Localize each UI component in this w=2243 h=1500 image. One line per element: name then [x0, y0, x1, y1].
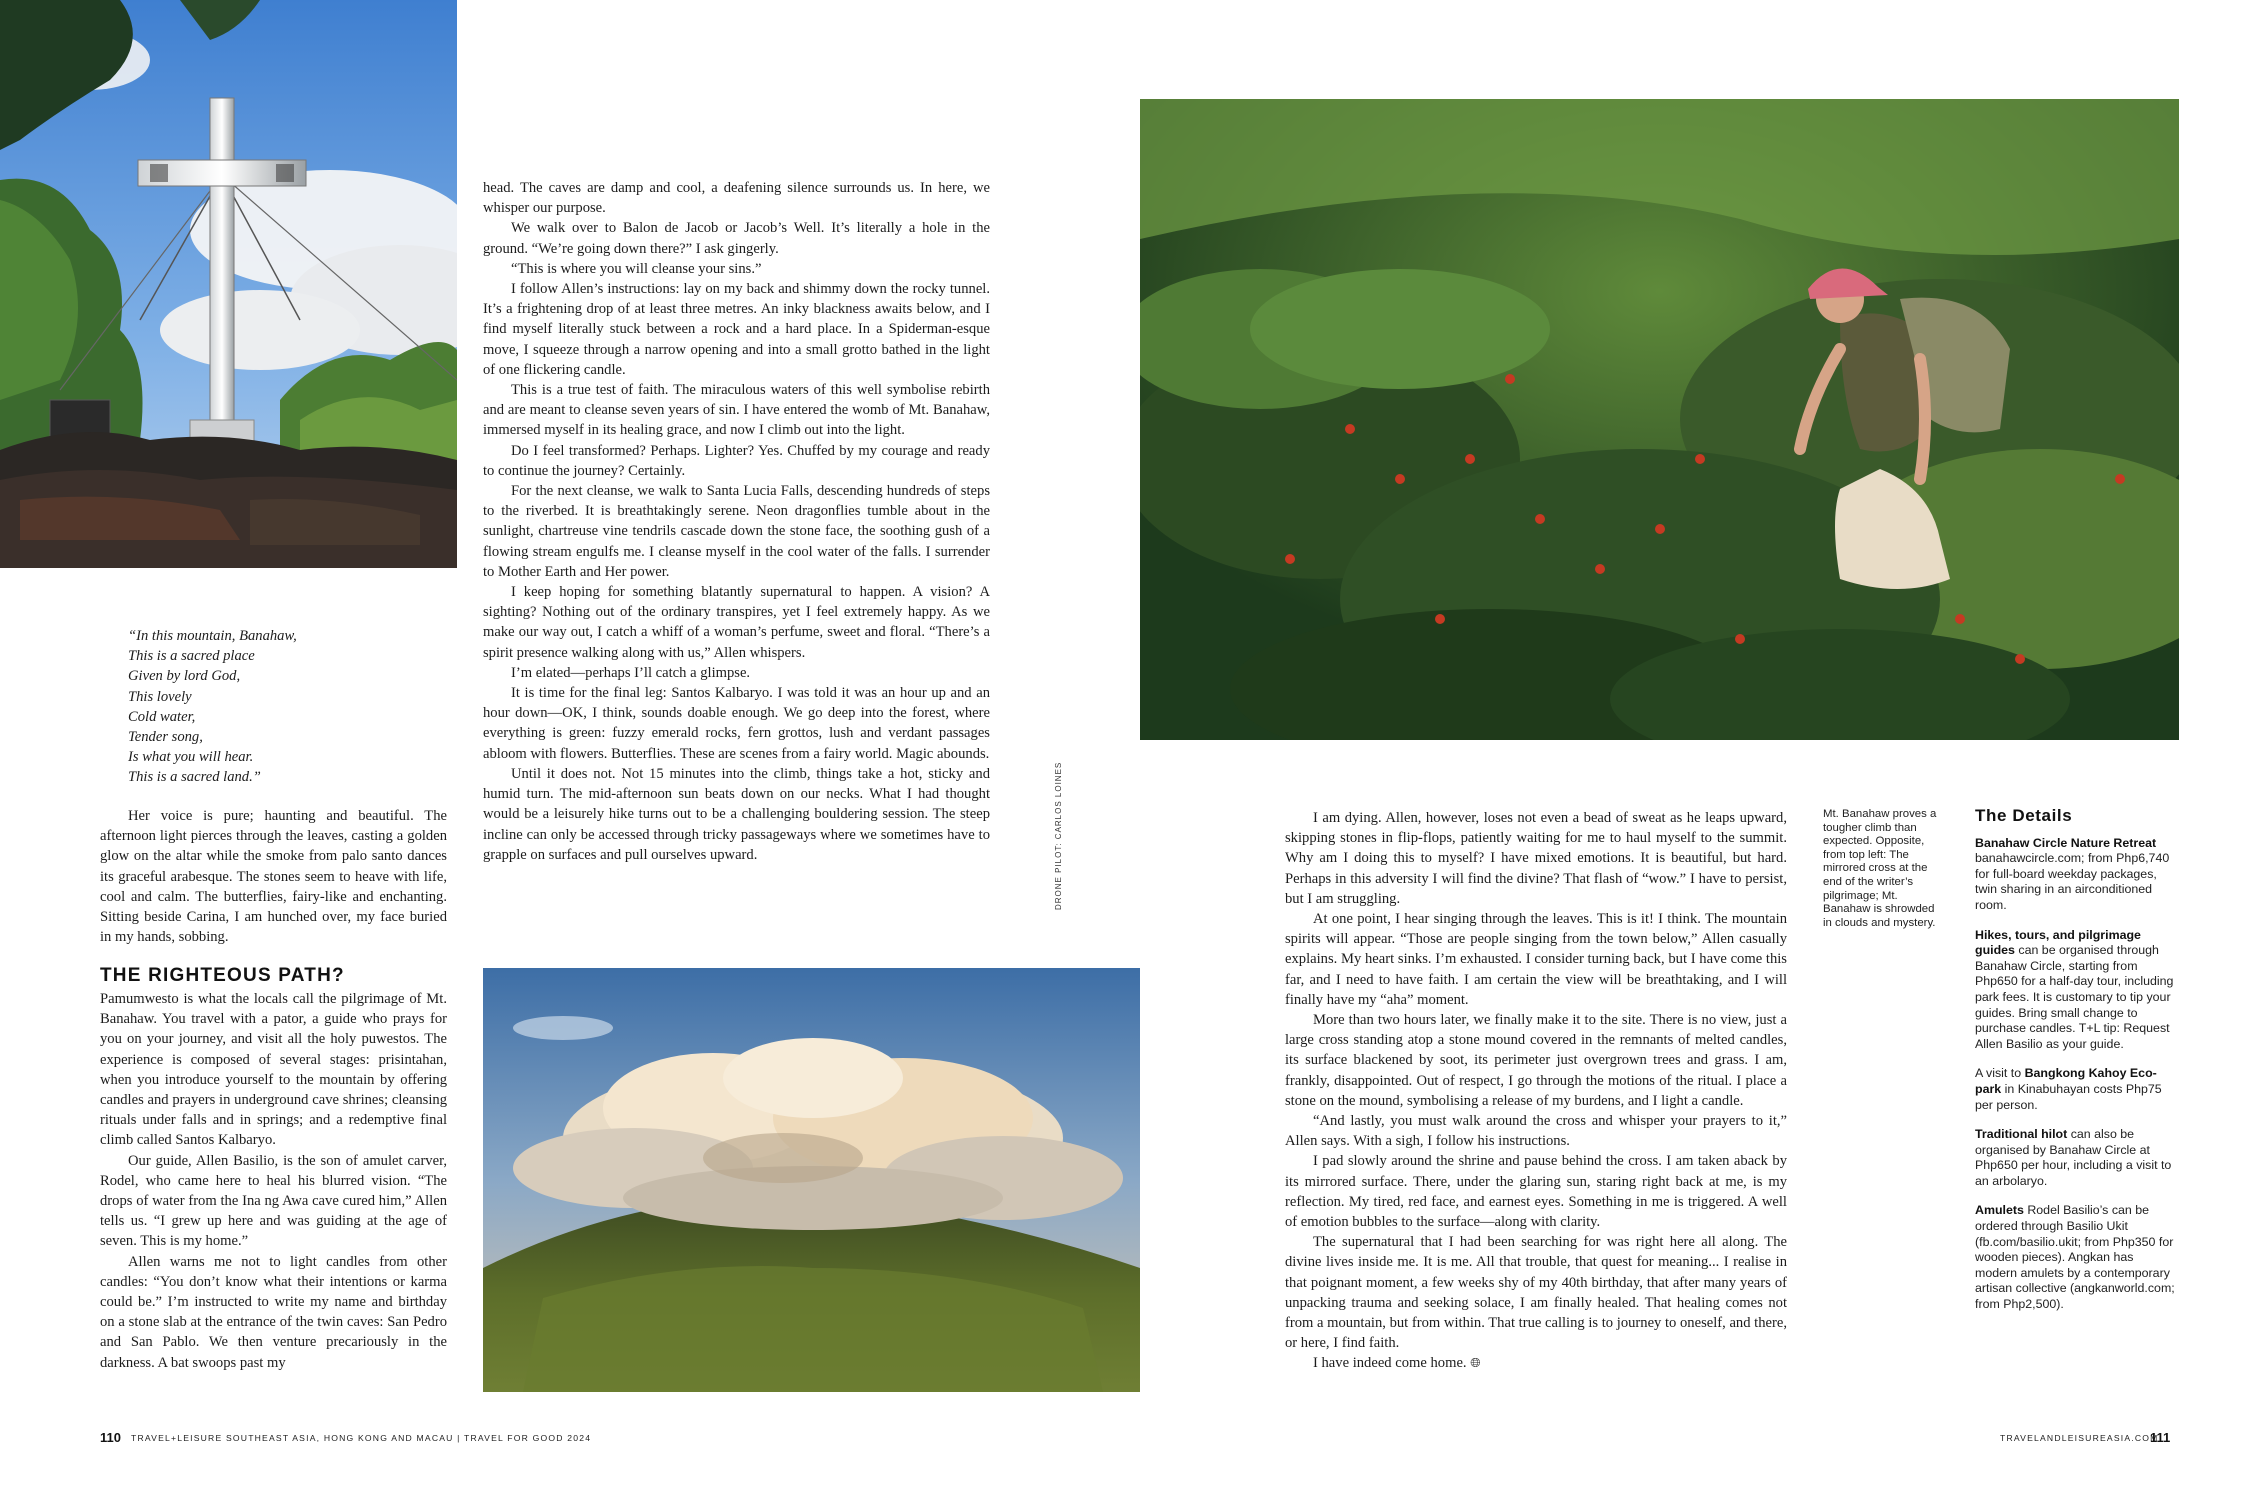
entry-label: Amulets	[1975, 1203, 2024, 1218]
paragraph: I am dying. Allen, however, loses not even a bead of sweat as he leaps upward, skipping stones in flip-flops, patiently waiting for me to haul myself to the summit. Why am I doing this to myself? I have mixed emotions. It is beautiful, but hard. Perhaps in this adversity I will find the divine? That flash of “wow.” I have to persist, but I am struggling.	[1285, 810, 1787, 907]
paragraph: At one point, I hear singing through the leaves. This is it! I think. The mountain spirits will appear. “Those are people singing from the town below,” Allen casually explains. My heart sinks. I’m exhausted. I consider turning back, but I have come this far, and I need to have faith. I am certain the view will be breathtaking, and I will finally have my “aha” moment.	[1285, 911, 1787, 1008]
details-entry	[1975, 1203, 2175, 1312]
paragraph: Her voice is pure; haunting and beautiful. The afternoon light pierces through the leaves, casting a golden glow on the altar while the smoke from palo santo dances its graceful arabesque. The stones seem to heave with life, cool and calm. The butterflies, fairy-like and enchanting. Sitting beside Carina, I am hunched over, my face buried in my hands, sobbing.	[100, 808, 447, 946]
paragraph: More than two hours later, we finally make it to the site. There is no view, just a large cross standing atop a stone mound covered in the remnants of melted candles, its surface blackened by soot, its perimeter just overgrown trees and grass. I am, frankly, disappointed. Out of respect, I go through the motions of the ritual. I place a stone on the mound, symbolising a release of my burdens, and I light a candle.	[1285, 1012, 1787, 1109]
paragraph: I pad slowly around the shrine and pause behind the cross. I am taken aback by its mirrored surface. There, under the glaring sun, staring right back at me, is my reflection. My tired, red face, and earnest eyes. Something in me is triggered. A well of emotion bubbles to the surface—along with clarity.	[1285, 1153, 1787, 1231]
poem-line: Is what you will hear.	[128, 749, 254, 766]
entry-text: Rodel Basilio’s can be ordered through Basilio Ukit (fb.com/basilio.ukit; from Php350 for wooden pieces). Angkan has modern amulets by a contemporary artisan collective (angkanworld.com; from Php2,500).	[1975, 1203, 2175, 1312]
closing-line: I have indeed come home.	[1313, 1355, 1467, 1372]
entry-text: banahawcircle.com; from Php6,740 for full-board weekday packages, twin sharing in an airconditioned room.	[1975, 851, 2170, 912]
column-2-top	[483, 178, 990, 865]
details-sidebar	[1975, 808, 2175, 1327]
photo-credit: DRONE PILOT: CARLOS LOINES	[1054, 761, 1063, 910]
poem-line: “In this mountain, Banahaw,	[128, 628, 297, 644]
details-entry	[1975, 1066, 2175, 1113]
paragraph	[1285, 1353, 1787, 1374]
details-entry	[1975, 836, 2175, 914]
paragraph: Allen warns me not to light candles from other candles: “You don’t know what their intentions or karma could be.” I’m instructed to write my name and birthday on a stone slab at the entrance of the twin caves: San Pedro and San Pablo. We then venture precariously in the darkness. A bat swoops past my	[100, 1253, 447, 1371]
folio-right: TRAVELANDLEISUREASIA.COM	[2000, 1433, 2159, 1443]
paragraph: The supernatural that I had been searching for was right here all along. The divine lives inside me. It is me. All that trouble, that quest for meaning... I realise in that poignant moment, a few weeks shy of my 40th birthday, that after many years of unpacking trauma and seeking solace, I am finally healed. That healing comes not from a mountain, but from within. That true calling is to journey to oneself, and there, or here, I find faith.	[1285, 1234, 1787, 1352]
paragraph: For the next cleanse, we walk to Santa Lucia Falls, descending hundreds of steps to the riverbed. It is breathtakingly serene. Neon dragonflies tumble about in the sunlight, chartreuse vine tendrils cascade down the stone face, the soothing gush of a flowing stream engulfs me. I cleanse myself in the cool water of the falls. I surrender to Mother Earth and Her power.	[483, 483, 990, 580]
entry-text: in Kinabuhayan costs Php75 per person.	[1975, 1081, 2162, 1112]
paragraph: “This is where you will cleanse your sins.”	[511, 260, 762, 277]
paragraph: I follow Allen’s instructions: lay on my back and shimmy down the rocky tunnel. It’s a frightening drop of at least three metres. An inky blackness awaits below, and I find myself literally stuck between a rock and a hard place. In a Spiderman-esque move, I squeeze through a narrow opening and into a small grotto bathed in the light of one flickering candle.	[483, 281, 990, 378]
entry-label: Hikes, tours, and pilgrimage guides	[1975, 927, 2141, 958]
paragraph: head. The caves are damp and cool, a deafening silence surrounds us. In here, we whisper our purpose.	[483, 180, 990, 217]
cross-photo	[0, 0, 457, 568]
paragraph: It is time for the final leg: Santos Kalbaryo. I was told it was an hour up and an hour down—OK, I think, sounds doable enough. We go deep into the forest, where everything is green: fuzzy emerald rocks, fern grottos, lush and verdant passages abloom with flowers. Butterflies. These are scenes from a fairy world. Magic abounds.	[483, 685, 990, 762]
details-title: The Details	[1975, 806, 2073, 825]
entry-text: can be organised through Banahaw Circle, starting from Php650 for a half-day tour, including park fees. It is customary to tip your guides. Bring small change to purchase candles. T+L tip: Request Allen Basilio as your guide.	[1975, 943, 2174, 1051]
column-1-middle	[100, 806, 447, 947]
section-heading: THE RIGHTEOUS PATH?	[100, 965, 345, 986]
paragraph: Our guide, Allen Basilio, is the son of amulet carver, Rodel, who came here to heal his blurred vision. “The drops of water from the Ina ng Awa cave cured him,” Allen tells us. “I grew up here and was guiding at the age of seven. This is my home.”	[100, 1152, 447, 1250]
right-main-column	[1285, 808, 1787, 1375]
column-1-bottom	[100, 989, 447, 1373]
paragraph: “And lastly, you must walk around the cross and whisper your prayers to it,” Allen says. With a sigh, I follow his instructions.	[1285, 1113, 1787, 1150]
entry-label: Traditional hilot	[1975, 1127, 2068, 1142]
folio-left: TRAVEL+LEISURE SOUTHEAST ASIA, HONG KONG AND MACAU | TRAVEL FOR GOOD 2024	[131, 1433, 592, 1443]
page-number-left: 110	[100, 1430, 121, 1445]
entry-pre: A visit to	[1975, 1066, 2025, 1081]
poem-line: This is a sacred land.”	[128, 769, 261, 786]
paragraph: I’m elated—perhaps I’ll catch a glimpse.	[511, 664, 751, 681]
poem-line: Tender song,	[128, 729, 203, 746]
page-number-right: 111	[2150, 1430, 2171, 1445]
entry-label: Banahaw Circle Nature Retreat	[1975, 835, 2157, 850]
paragraph: I keep hoping for something blatantly supernatural to happen. A vision? A sighting? Nothing out of the ordinary transpires, yet I feel extremely happy. As we make our way out, I catch a whiff of a woman’s perfume, sweet and floral. “There’s a spirit presence walking along with us,” Allen whispers.	[483, 584, 990, 661]
entry-text: can also be organised by Banahaw Circle at Php650 per hour, including a visit to an arbolaryo.	[1975, 1127, 2172, 1188]
end-mark-icon: 🌐︎	[1470, 1356, 1481, 1372]
photo-caption: Mt. Banahaw proves a tougher climb than expected. Opposite, from top left: The mirrored cross at the end of the writer’s pilgrimage; Mt. Banahaw is shrowded in clouds and mystery.	[1823, 808, 1937, 929]
paragraph: Do I feel transformed? Perhaps. Lighter? Yes. Chuffed by my courage and ready to continue the journey? Certainly.	[483, 442, 990, 479]
paragraph: Until it does not. Not 15 minutes into the climb, things take a hot, sticky and humid turn. The mid-afternoon sun beats down on our necks. What I had thought would be a leisurely hike turns out to be a challenging bouldering session. The steep incline can only be accessed through tricky passageways where we sometimes have to grapple on surfaces and pull ourselves upward.	[483, 765, 990, 863]
poem-line: This lovely	[128, 688, 192, 705]
poem-line: Cold water,	[128, 708, 196, 725]
paragraph: This is a true test of faith. The miraculous waters of this well symbolise rebirth and are meant to cleanse seven years of sin. I have entered the womb of Mt. Banahaw, immersed myself in its healing grace, and now I climb out into the light.	[483, 382, 990, 439]
details-entry	[1975, 928, 2175, 1053]
details-entry	[1975, 1127, 2175, 1189]
forest-hiker-photo	[1140, 99, 2179, 740]
paragraph: We walk over to Balon de Jacob or Jacob’s Well. It’s literally a hole in the ground. “We’re going down there?” I ask gingerly.	[483, 220, 990, 257]
mountain-photo	[483, 968, 1140, 1392]
poem	[128, 626, 428, 788]
entry-label: Bangkong Kahoy Eco-park	[1975, 1066, 2157, 1096]
poem-line: Given by lord God,	[128, 668, 241, 685]
poem-line: This is a sacred place	[128, 648, 255, 665]
paragraph: Pamumwesto is what the locals call the pilgrimage of Mt. Banahaw. You travel with a pator, a guide who prays for you on your journey, and visit all the holy puwestos. The experience is composed of several stages: prisintahan, when you introduce yourself to the mountain by offering candles and prayers in underground cave shrines; cleansing rituals under falls and in springs; and a redemptive final climb called Santos Kalbaryo.	[100, 991, 447, 1149]
